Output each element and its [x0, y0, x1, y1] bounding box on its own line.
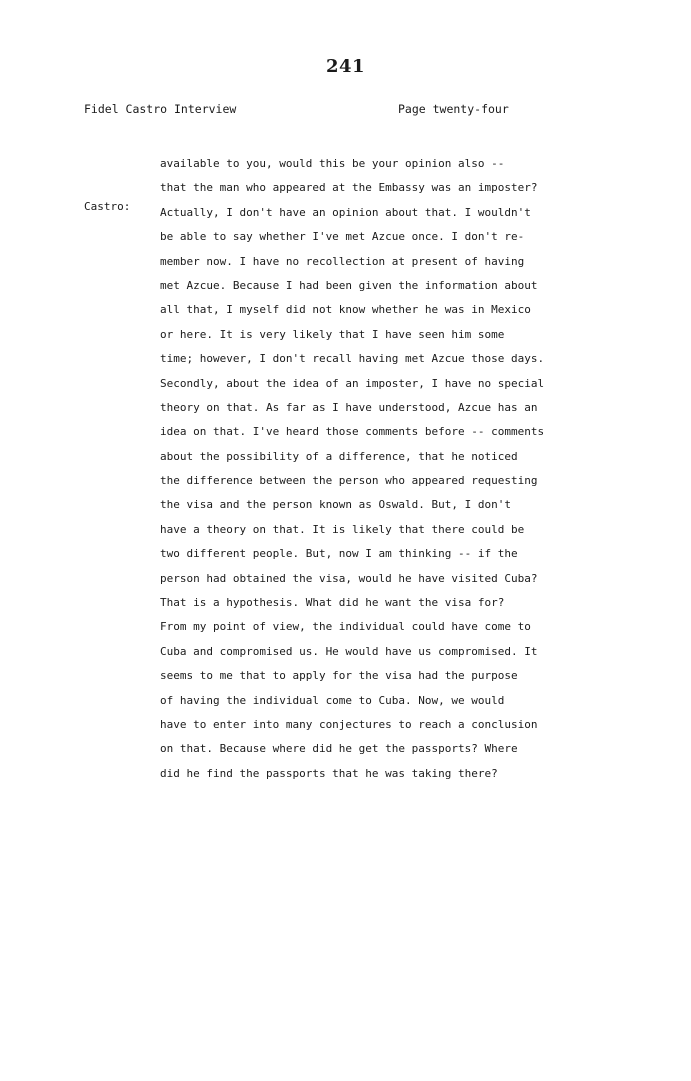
transcript-line: have a theory on that. It is likely that there could be	[160, 522, 525, 536]
transcript-line: time; however, I don't recall having met Azcue those days.	[160, 352, 545, 366]
transcript-line: did he find the passports that he was taking there?	[160, 766, 498, 780]
transcript-line: That is a hypothesis. What did he want the visa for?	[160, 596, 505, 610]
transcript-line: theory on that. As far as I have understood, Azcue has an	[160, 400, 538, 414]
transcript-line: of having the individual come to Cuba. Now, we would	[160, 693, 505, 707]
transcript-line: or here. It is very likely that I have seen him some	[160, 327, 505, 341]
transcript-line: about the possibility of a difference, that he noticed	[160, 449, 518, 463]
transcript-line: met Azcue. Because I had been given the information about	[160, 278, 538, 292]
transcript-line: person had obtained the visa, would he have visited Cuba?	[160, 571, 538, 585]
transcript-line: From my point of view, the individual could have come to	[160, 620, 531, 634]
page-number: 241	[325, 56, 366, 77]
transcript-line: the difference between the person who appeared requesting	[160, 474, 538, 488]
header-document-title: Fidel Castro Interview	[84, 102, 237, 116]
transcript-line: seems to me that to apply for the visa had the purpose	[160, 669, 518, 683]
speaker-label: Castro:	[84, 200, 131, 213]
transcript-line: member now. I have no recollection at present of having	[160, 254, 525, 268]
transcript-line: all that, I myself did not know whether he was in Mexico	[160, 303, 531, 317]
transcript-line: available to you, would this be your opinion also --	[160, 157, 505, 170]
transcript-line: on that. Because where did he get the passports? Where	[160, 742, 518, 756]
transcript-line: Secondly, about the idea of an imposter, I have no special	[160, 376, 545, 390]
transcript-line: have to enter into many conjectures to reach a conclusion	[160, 717, 538, 731]
transcript-body	[160, 152, 600, 786]
transcript-line: two different people. But, now I am thinking -- if the	[160, 547, 518, 561]
transcript-line: be able to say whether I've met Azcue once. I don't re-	[160, 230, 525, 244]
transcript-line: that the man who appeared at the Embassy was an imposter?	[160, 181, 538, 195]
transcript-line: Actually, I don't have an opinion about that. I wouldn't	[160, 205, 531, 219]
header-page-label: Page twenty-four	[398, 102, 509, 116]
transcript-line: the visa and the person known as Oswald. But, I don't	[160, 498, 511, 512]
transcript-line: idea on that. I've heard those comments before -- comments	[160, 425, 545, 439]
transcript-line: Cuba and compromised us. He would have us compromised. It	[160, 644, 538, 658]
